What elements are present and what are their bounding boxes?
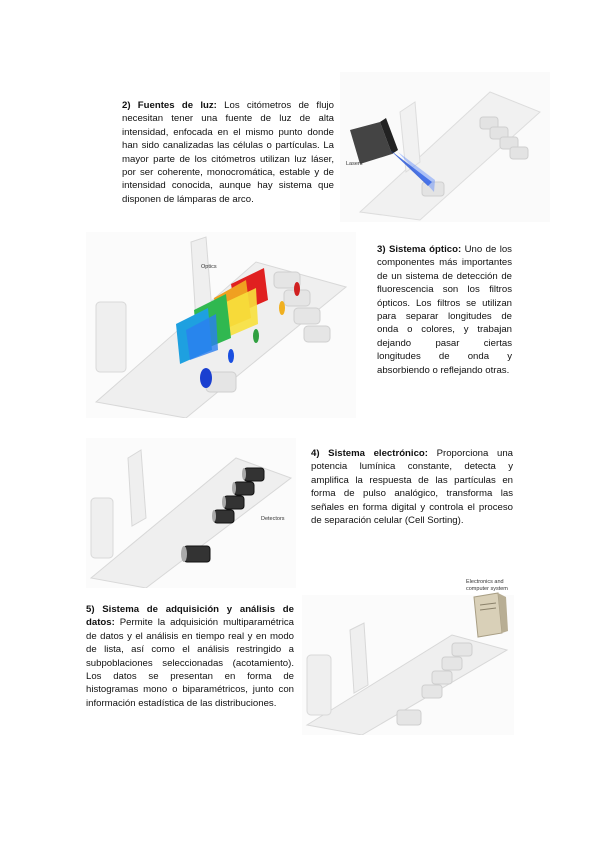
electronics-figure [302, 575, 514, 735]
lasers-figure [340, 72, 550, 222]
section-body: Uno de los componentes más importantes de un sistema de detección de fluorescencia son los filtros ópticos. Los filtros se utilizan para separar longitudes de onda o colores, y trabajan dejando pasar ciertas longitudes de onda y absorbiendo o reflejando otras. [377, 244, 512, 376]
optics-figure [86, 232, 356, 418]
figure-label: Detectors [261, 516, 285, 522]
section-body: Permite la adquisición multiparamétrica de datos y el análisis en tiempo real y en modo de lista, así como el análisis restringido a subpoblaciones seleccionadas (acotamiento). Los datos se presentan en forma de histogramas mono o biparamétricos, junto con información estadística de las distribuciones. [86, 617, 294, 709]
section-optical-system [377, 243, 512, 377]
figure-label: Lasers [346, 161, 363, 167]
section-heading: 4) Sistema electrónico: [311, 448, 428, 459]
section-data-acquisition [86, 603, 294, 710]
section-heading: 5) Sistema de adquisición y análisis de datos: [86, 604, 294, 629]
section-body: Los citómetros de flujo necesitan tener una fuente de luz de alta intensidad, enfocada en el mismo punto donde han sido canalizadas las células o partículas. La mayor parte de los citómetros utilizan luz láser, por ser coherente, monocromática, estable y de intensidad conocida, aunque hay sistema que disponen de lámparas de arco. [122, 100, 335, 205]
section-body: Proporciona una potencia lumínica constante, detecta y amplifica la respuesta de las partículas en forma de pulso analógico, transforma las señales en forma digital y controla el proceso de separación celular (Cell Sorting). [311, 448, 513, 527]
figure-label: Optics [201, 264, 217, 270]
section-heading: 3) Sistema óptico: [377, 244, 462, 255]
section-light-sources [122, 99, 334, 206]
section-heading: 2) Fuentes de luz: [122, 100, 217, 111]
figure-label: computer system [466, 586, 508, 592]
figure-label: Electronics and [466, 579, 504, 585]
detectors-figure [86, 438, 296, 588]
section-electronic-system [311, 447, 513, 527]
